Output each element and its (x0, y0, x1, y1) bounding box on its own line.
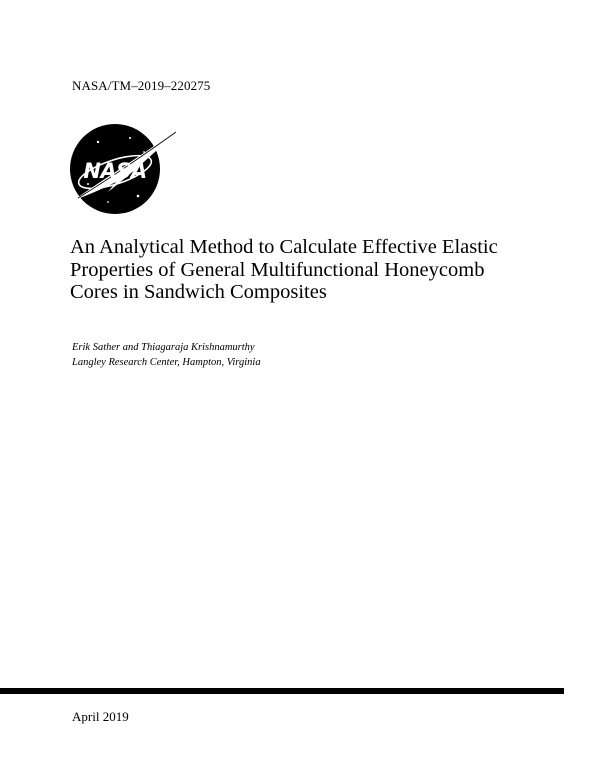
document-title (70, 236, 570, 304)
logo-star (107, 201, 109, 203)
logo-star (87, 183, 89, 185)
publication-date: April 2019 (72, 709, 129, 724)
logo-star (97, 141, 99, 143)
nasa-meatball-logo-icon (68, 122, 184, 216)
author-names: Erik Sather and Thiagaraja Krishnamurthy (72, 342, 255, 353)
title-line: Properties of General Multifunctional Honeycomb (70, 258, 485, 281)
logo-star (137, 195, 140, 198)
author-affiliation: Langley Research Center, Hampton, Virginia (72, 357, 261, 368)
logo-star (129, 137, 131, 139)
author-block (72, 340, 261, 370)
report-number: NASA/TM–2019–220275 (72, 78, 211, 93)
title-line: Cores in Sandwich Composites (70, 281, 327, 303)
horizontal-rule (0, 688, 564, 694)
title-line: An Analytical Method to Calculate Effective Elastic (70, 236, 498, 258)
logo-wordmark: NASA (83, 159, 147, 183)
